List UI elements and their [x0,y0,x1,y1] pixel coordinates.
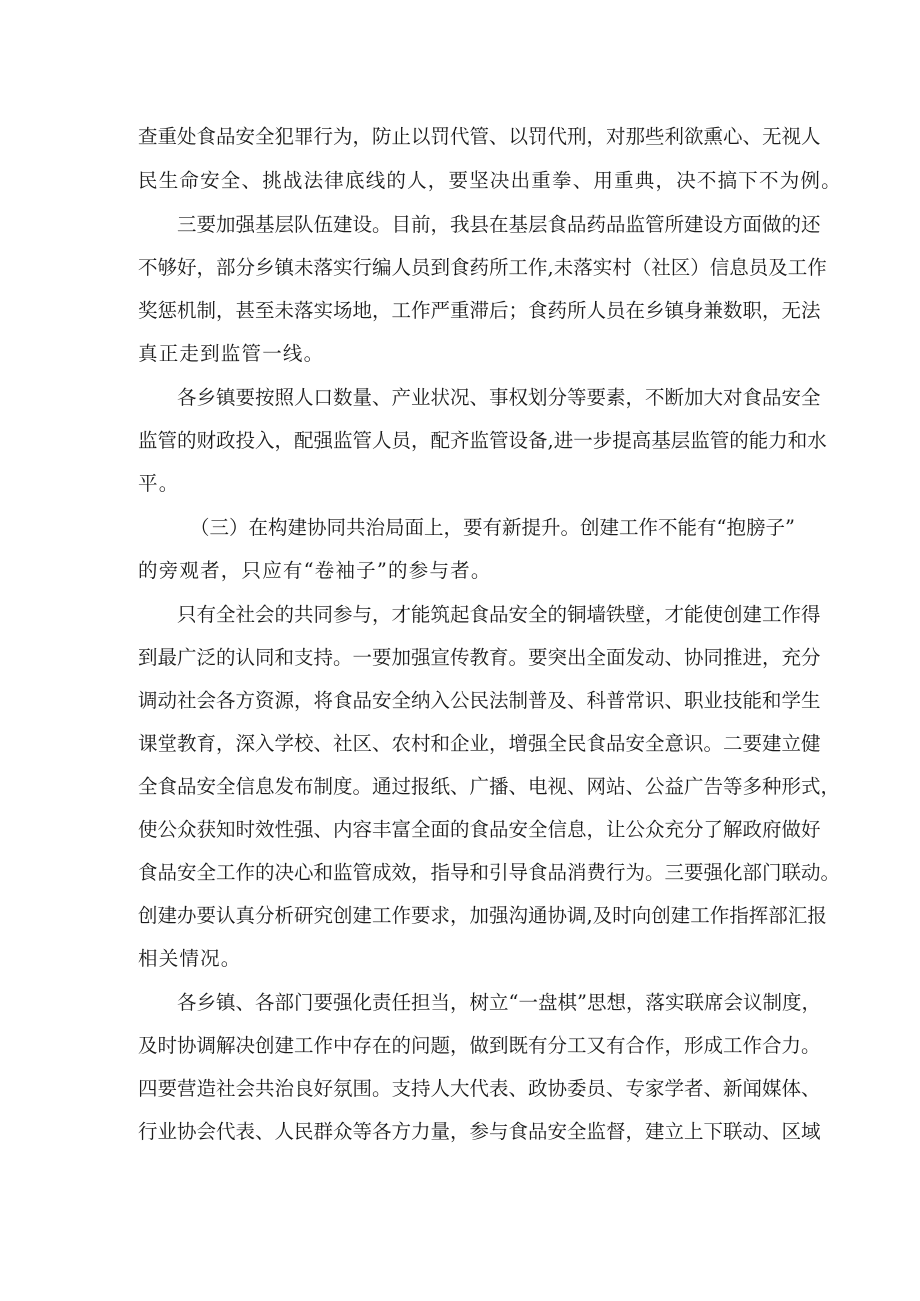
text-line: 查重处食品安全犯罪行为，防止以罚代管、以罚代刑，对那些利欲熏心、无视人 [138,125,821,148]
text-line: 各乡镇要按照人口数量、产业状况、事权划分等要素，不断加大对食品安全 [177,386,821,409]
text-line: 及时协调解决创建工作中存在的问题，做到既有分工又有合作，形成工作合力。 [138,1034,821,1057]
text-line: 不够好，部分乡镇未落实行编人员到食药所工作,未落实村（社区）信息员及工作 [138,256,827,279]
section-heading-line: 的旁观者，只应有“卷袖子”的参与者。 [138,559,492,582]
text-line: 民生命安全、挑战法律底线的人，要坚决出重拳、用重典，决不搞下不为例。 [138,169,842,192]
text-line: 调动社会各方资源，将食品安全纳入公民法制普及、科普常识、职业技能和学生 [138,689,821,712]
text-line: 食品安全工作的决心和监管成效，指导和引导食品消费行为。三要强化部门联动。 [138,861,841,884]
text-line: 三要加强基层队伍建设。目前，我县在基层食品药品监管所建设方面做的还 [177,213,821,236]
text-line: 创建办要认真分析研究创建工作要求，加强沟通协调,及时向创建工作指挥部汇报 [138,904,827,927]
text-line: 真正走到监管一线。 [138,342,325,365]
text-line: 奖惩机制，甚至未落实场地，工作严重滞后；食药所人员在乡镇身兼数职，无法 [138,299,821,322]
text-line: 相关情况。 [138,947,242,970]
text-line: 各乡镇、各部门要强化责任担当，树立“一盘棋”思想，落实联席会议制度， [177,991,821,1014]
text-line: 到最广泛的认同和支持。一要加强宣传教育。要突出全面发动、协同推进，充分 [138,646,821,669]
text-line: 平。 [138,472,180,495]
text-line: 行业协会代表、人民群众等各方力量，参与食品安全监督，建立上下联动、区域 [138,1120,821,1143]
text-line: 四要营造社会共治良好氛围。支持人大代表、政协委员、专家学者、新闻媒体、 [138,1077,821,1100]
section-heading-line: （三）在构建协同共治局面上，要有新提升。创建工作不能有“抱膀子” [190,516,795,539]
text-line: 只有全社会的共同参与，才能筑起食品安全的铜墙铁壁，才能使创建工作得 [177,603,821,626]
text-line: 全食品安全信息发布制度。通过报纸、广播、电视、网站、公益广告等多种形式， [138,775,841,798]
text-line: 监管的财政投入，配强监管人员，配齐监管设备,进一步提高基层监管的能力和水 [138,429,827,452]
text-line: 使公众获知时效性强、内容丰富全面的食品安全信息，让公众充分了解政府做好 [138,818,821,841]
text-line: 课堂教育，深入学校、社区、农村和企业，增强全民食品安全意识。二要建立健 [138,732,821,755]
